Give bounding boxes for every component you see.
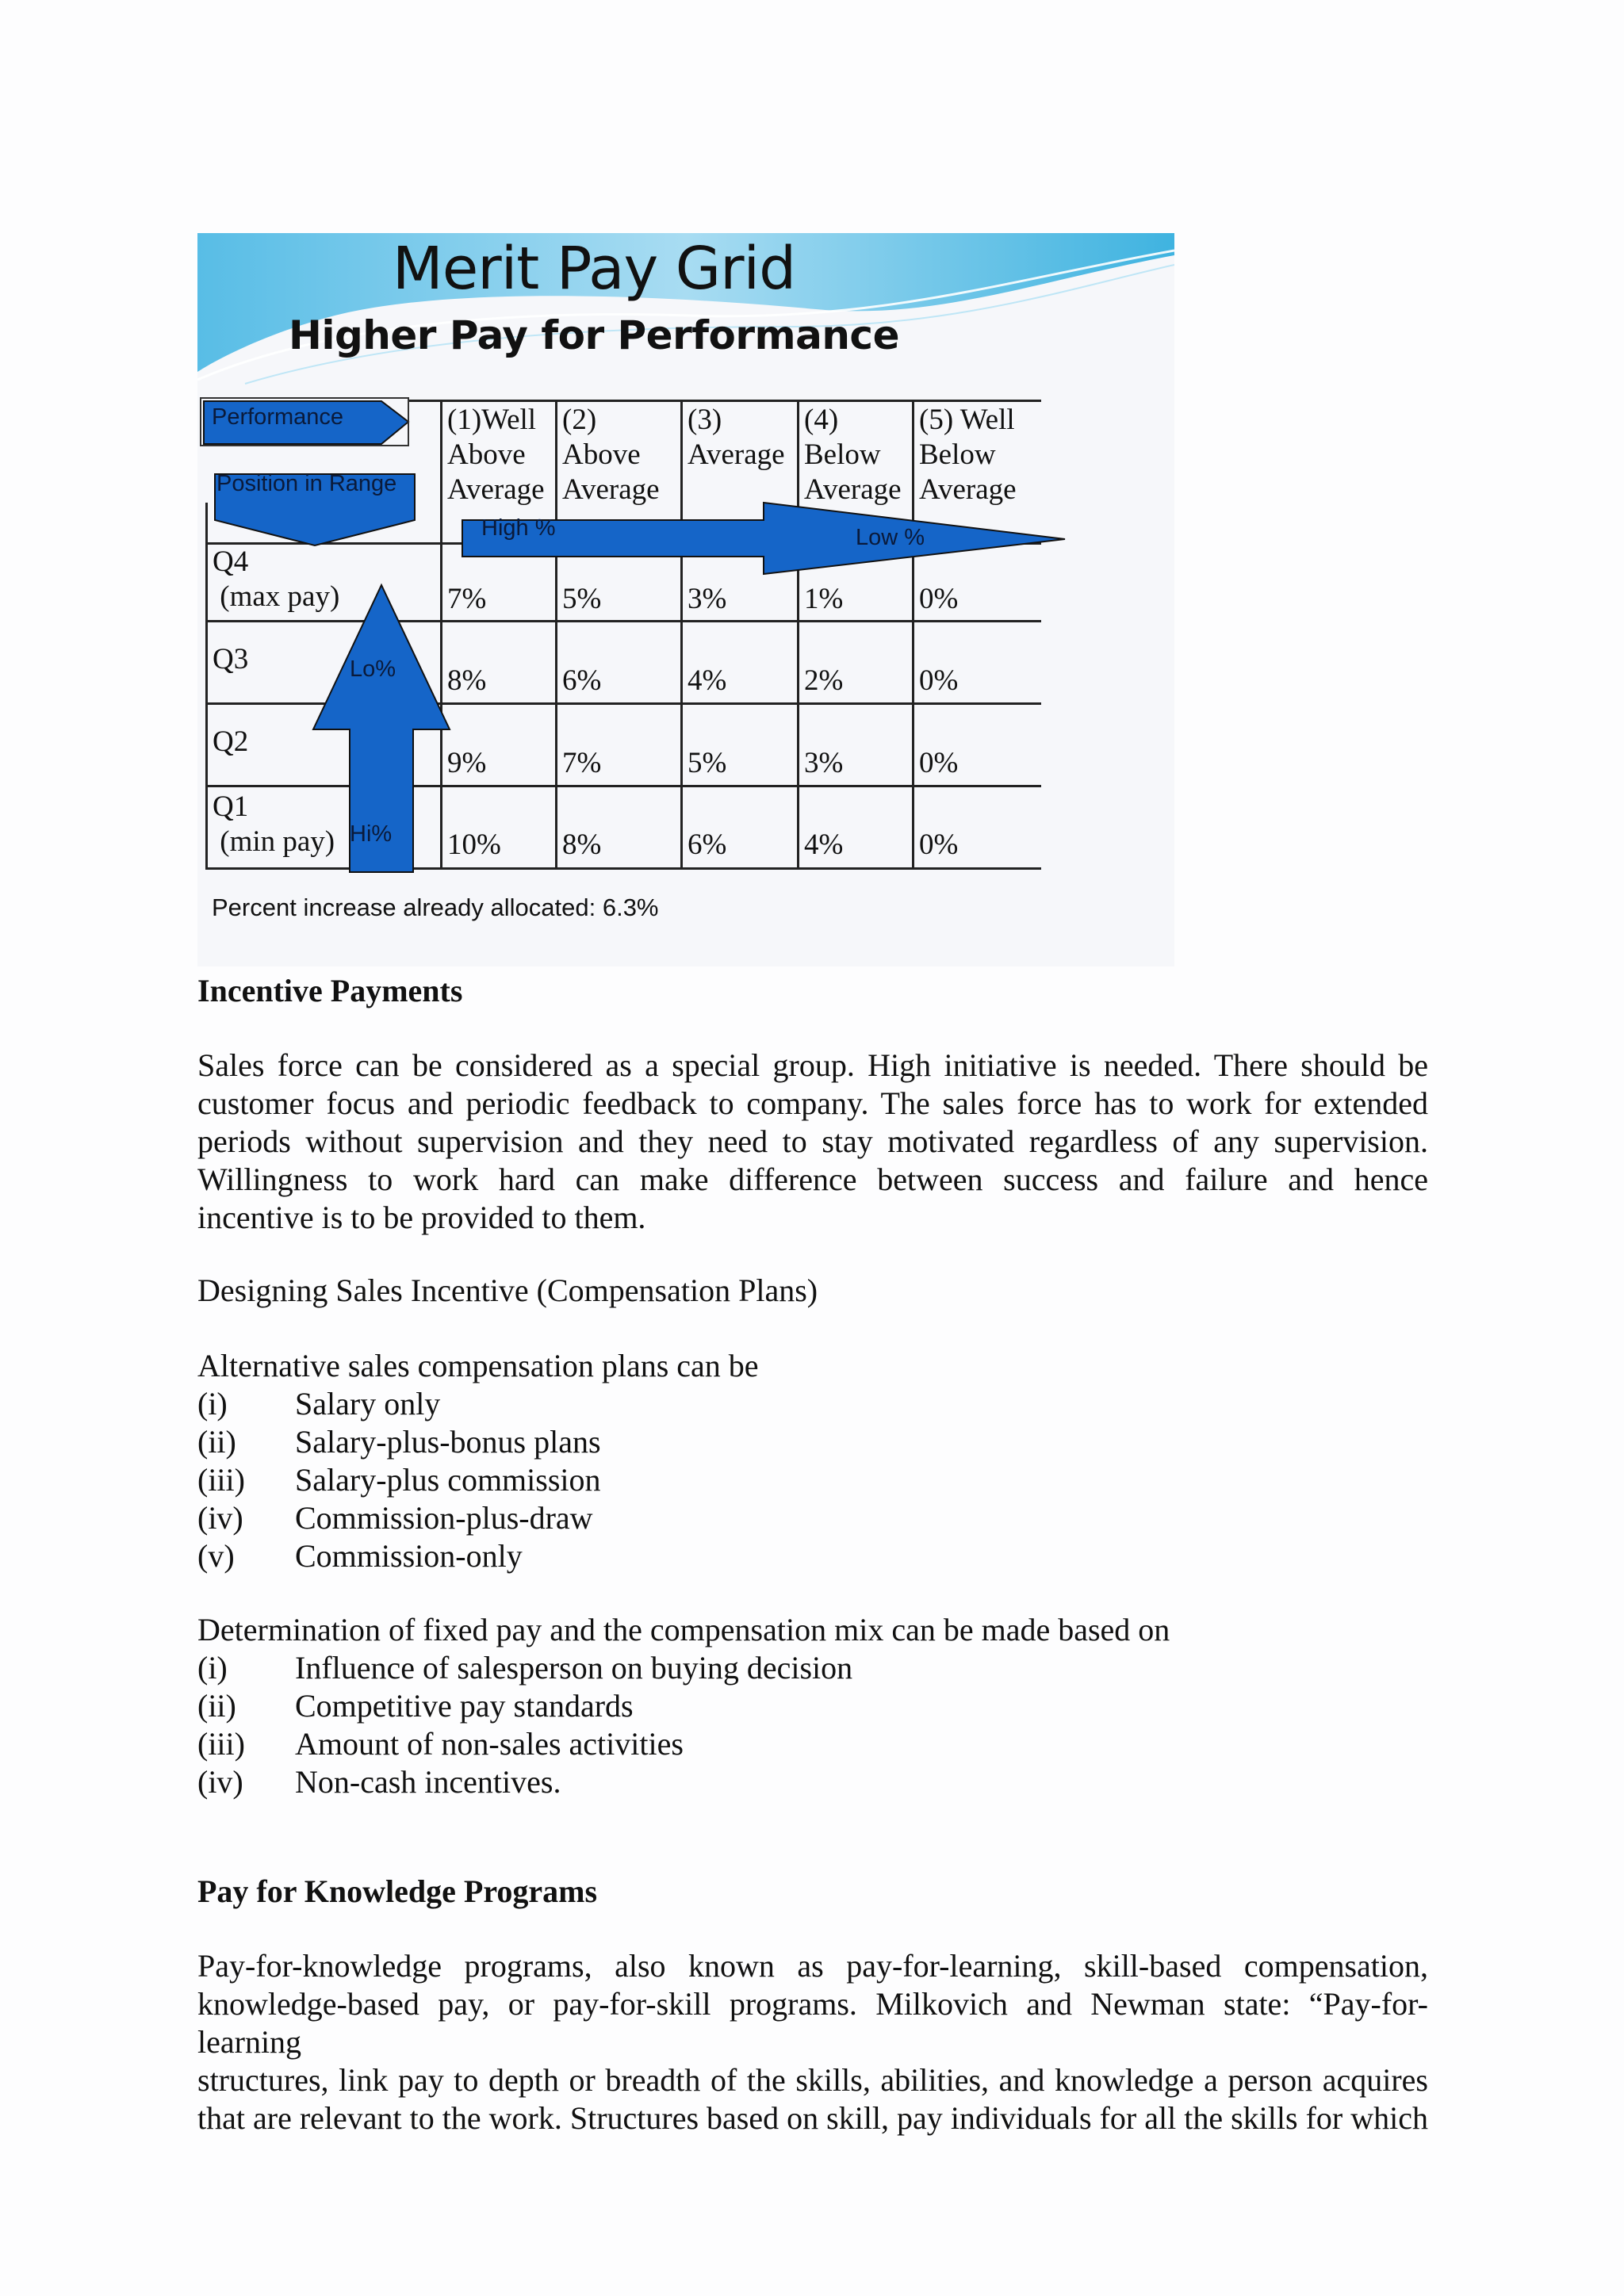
paragraph-line: Willingness to work hard can make difference between success and failure and hence <box>197 1161 1428 1197</box>
paragraph-line: that are relevant to the work. Structures based on skill, pay individuals for all the skills for which <box>197 2100 1428 2136</box>
grid-cell: 0% <box>919 747 959 779</box>
designing-sales-incentive: Designing Sales Incentive (Compensation Plans) <box>197 1272 818 1308</box>
list-intro: Alternative sales compensation plans can be <box>197 1348 759 1383</box>
row-label-q1: Q1 (min pay) <box>213 790 335 858</box>
row-label-q3: Q3 <box>213 643 249 675</box>
list-item: (ii) Competitive pay standards <box>197 1688 634 1724</box>
figure-title: Merit Pay Grid <box>392 235 796 303</box>
grid-cell: 4% <box>804 828 844 861</box>
grid-cell: 8% <box>447 664 487 697</box>
grid-cell: 7% <box>562 747 602 779</box>
row-label-q2: Q2 <box>213 725 249 758</box>
column-header-3: (3) Average <box>688 404 785 471</box>
column-header-4: (4) Below Average <box>804 404 902 506</box>
grid-cell: 5% <box>688 747 727 779</box>
grid-cell: 6% <box>688 828 727 861</box>
arrow-shapes <box>197 233 1174 966</box>
merit-pay-grid-figure <box>197 233 1174 966</box>
list-item: (iii) Amount of non-sales activities <box>197 1726 684 1762</box>
list-item: (iv) Non-cash incentives. <box>197 1764 561 1800</box>
paragraph-line: customer focus and periodic feedback to company. The sales force has to work for extended <box>197 1085 1428 1121</box>
pay-for-knowledge-heading: Pay for Knowledge Programs <box>197 1873 598 1909</box>
low-percent-label: Low % <box>856 525 925 550</box>
list-item: (iv) Commission-plus-draw <box>197 1500 593 1536</box>
grid-cell: 9% <box>447 747 487 779</box>
knowledge-paragraph <box>197 1947 1428 2137</box>
paragraph-line: knowledge-based pay, or pay-for-skill programs. Milkovich and Newman state: “Pay-for-learning <box>197 1986 1428 2060</box>
list-item: (ii) Salary-plus-bonus plans <box>197 1424 601 1460</box>
row-label-q4: Q4 (max pay) <box>213 545 340 613</box>
list-item: (v) Commission-only <box>197 1538 523 1574</box>
grid-cell: 6% <box>562 664 602 697</box>
hi-percent-label: Hi% <box>350 821 393 847</box>
list-item: (i) Influence of salesperson on buying decision <box>197 1650 853 1686</box>
allocated-note: Percent increase already allocated: 6.3% <box>212 894 659 921</box>
grid-cell: 10% <box>447 828 501 861</box>
paragraph-line: structures, link pay to depth or breadth of the skills, abilities, and knowledge a person acquires <box>197 2062 1428 2098</box>
paragraph-line: Pay-for-knowledge programs, also known as pay-for-learning, skill-based compensation, <box>197 1948 1428 1984</box>
grid-cell: 1% <box>804 583 844 615</box>
list-item: (iii) Salary-plus commission <box>197 1462 601 1498</box>
performance-label: Performance <box>212 404 344 430</box>
column-header-1: (1)Well Above Average <box>447 404 545 506</box>
incentive-paragraph <box>197 1047 1428 1237</box>
paragraph-line: periods without supervision and they need to stay motivated regardless of any supervision. <box>197 1123 1428 1159</box>
paragraph-line: Sales force can be considered as a special group. High initiative is needed. There should be <box>197 1047 1428 1083</box>
lo-percent-label: Lo% <box>350 656 396 682</box>
alternative-plans-list <box>197 1347 1428 1575</box>
position-in-range-label: Position in Range <box>216 471 397 496</box>
grid-cell: 5% <box>562 583 602 615</box>
grid-cell: 4% <box>688 664 727 697</box>
paragraph-line: incentive is to be provided to them. <box>197 1200 646 1235</box>
column-header-2: (2) Above Average <box>562 404 660 506</box>
grid-cell: 3% <box>688 583 727 615</box>
list-item: (i) Salary only <box>197 1386 441 1422</box>
list-intro: Determination of fixed pay and the compensation mix can be made based on <box>197 1612 1170 1647</box>
grid-cell: 0% <box>919 664 959 697</box>
grid-cell: 2% <box>804 664 844 697</box>
grid-cell: 7% <box>447 583 487 615</box>
grid-cell: 8% <box>562 828 602 861</box>
determination-list <box>197 1611 1428 1801</box>
grid-cell: 0% <box>919 828 959 861</box>
high-percent-label: High % <box>481 515 556 541</box>
grid-cell: 0% <box>919 583 959 615</box>
incentive-payments-heading: Incentive Payments <box>197 973 463 1008</box>
figure-subtitle: Higher Pay for Performance <box>289 312 899 358</box>
column-header-5: (5) Well Below Average <box>919 404 1017 506</box>
grid-cell: 3% <box>804 747 844 779</box>
